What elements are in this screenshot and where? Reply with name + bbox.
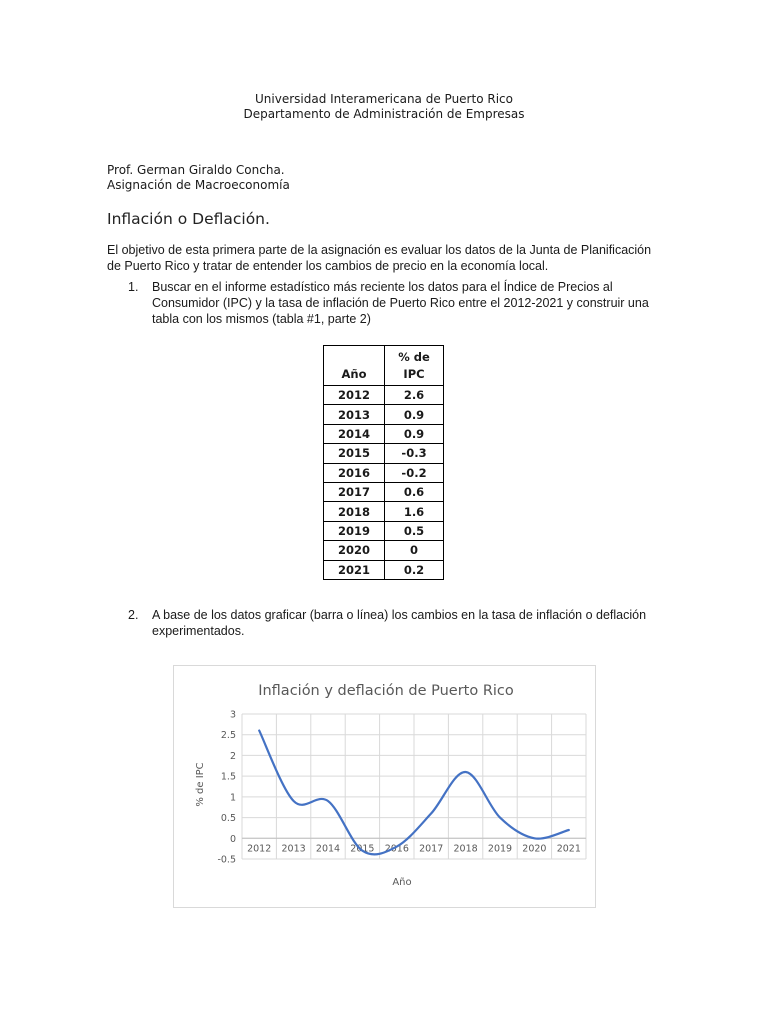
x-tick-label: 2018	[453, 843, 478, 855]
ipc-cell: 1.6	[385, 502, 444, 521]
ipc-cell: 0	[385, 541, 444, 560]
year-cell: 2015	[324, 444, 385, 463]
x-tick-label: 2014	[315, 843, 341, 855]
year-cell: 2012	[324, 386, 385, 405]
y-axis-label: % de IPC	[195, 762, 206, 807]
y-tick-label: -0.5	[217, 854, 236, 866]
x-tick-label: 2012	[247, 843, 272, 855]
task-1-number: 1.	[128, 280, 139, 294]
ipc-cell: -0.3	[385, 444, 444, 463]
assignment-name: Asignación de Macroeconomía	[107, 178, 290, 192]
header-ipc-line-1: % de	[398, 350, 430, 364]
year-cell: 2019	[324, 521, 385, 540]
y-tick-label: 2	[229, 750, 236, 762]
x-axis-label: Año	[392, 877, 412, 888]
table-row	[324, 386, 444, 405]
intro-line-1: El objetivo de esta primera parte de la asignación es evaluar los datos de la Junta de Planificación	[107, 243, 652, 257]
header-year: Año	[324, 346, 385, 386]
table-row	[324, 502, 444, 521]
task-1-line-2: Consumidor (IPC) y la tasa de inflación de Puerto Rico entre el 2012-2021 y construir una	[152, 296, 649, 310]
y-tick-label: 1.5	[220, 771, 236, 783]
task-2-line-1: A base de los datos graficar (barra o línea) los cambios en la tasa de inflación o deflación	[152, 608, 647, 622]
inflation-line-chart	[174, 666, 595, 907]
data-point	[533, 837, 536, 840]
ipc-cell: -0.2	[385, 463, 444, 482]
year-cell: 2013	[324, 405, 385, 424]
data-point	[361, 849, 364, 852]
chart-container	[173, 665, 596, 908]
table-header-row	[324, 346, 444, 386]
y-tick-label: 0.5	[220, 813, 236, 825]
table-row	[324, 405, 444, 424]
y-tick-label: 1	[229, 792, 236, 804]
data-point	[464, 771, 467, 774]
task-2-number: 2.	[128, 608, 139, 622]
task-2-line-2: experimentados.	[152, 624, 245, 638]
table-row	[324, 482, 444, 501]
y-tick-label: 2.5	[220, 730, 236, 742]
data-point	[258, 729, 261, 732]
table-row	[324, 444, 444, 463]
y-tick-label: 0	[229, 833, 236, 845]
x-tick-label: 2021	[556, 843, 581, 855]
x-tick-label: 2020	[522, 843, 547, 855]
year-cell: 2016	[324, 463, 385, 482]
department-name: Departamento de Administración de Empresas	[243, 107, 525, 121]
x-tick-label: 2017	[419, 843, 444, 855]
task-1-line-3: tabla con los mismos (tabla #1, parte 2)	[152, 312, 371, 326]
year-cell: 2021	[324, 560, 385, 579]
x-tick-label: 2019	[487, 843, 513, 855]
section-title: Inflación o Deflación.	[107, 210, 270, 228]
ipc-table	[323, 345, 444, 580]
data-point	[327, 800, 330, 803]
year-cell: 2018	[324, 502, 385, 521]
ipc-cell: 0.9	[385, 424, 444, 443]
year-cell: 2020	[324, 541, 385, 560]
header-ipc	[385, 346, 444, 386]
x-tick-label: 2015	[350, 843, 375, 855]
data-point	[567, 829, 570, 832]
data-point	[430, 812, 433, 815]
table-row	[324, 521, 444, 540]
year-cell: 2017	[324, 482, 385, 501]
year-cell: 2014	[324, 424, 385, 443]
chart-title: Inflación y deflación de Puerto Rico	[258, 683, 514, 699]
data-point	[499, 816, 502, 819]
professor-name: Prof. German Giraldo Concha.	[107, 163, 285, 177]
task-1-line-1: Buscar en el informe estadístico más reciente los datos para el Índice de Precios al	[152, 280, 613, 294]
ipc-cell: 0.6	[385, 482, 444, 501]
x-tick-label: 2016	[384, 843, 409, 855]
ipc-cell: 2.6	[385, 386, 444, 405]
data-point	[395, 845, 398, 848]
x-tick-label: 2013	[281, 843, 306, 855]
ipc-cell: 0.2	[385, 560, 444, 579]
ipc-cell: 0.9	[385, 405, 444, 424]
university-name: Universidad Interamericana de Puerto Rico	[255, 92, 513, 106]
data-point	[292, 800, 295, 803]
ipc-cell: 0.5	[385, 521, 444, 540]
table-row	[324, 560, 444, 579]
intro-line-2: de Puerto Rico y tratar de entender los cambios de precio en la economía local.	[107, 259, 549, 273]
header-ipc-line-2: IPC	[403, 367, 425, 381]
table-row	[324, 424, 444, 443]
table-row	[324, 463, 444, 482]
y-tick-label: 3	[229, 709, 236, 721]
table-row	[324, 541, 444, 560]
